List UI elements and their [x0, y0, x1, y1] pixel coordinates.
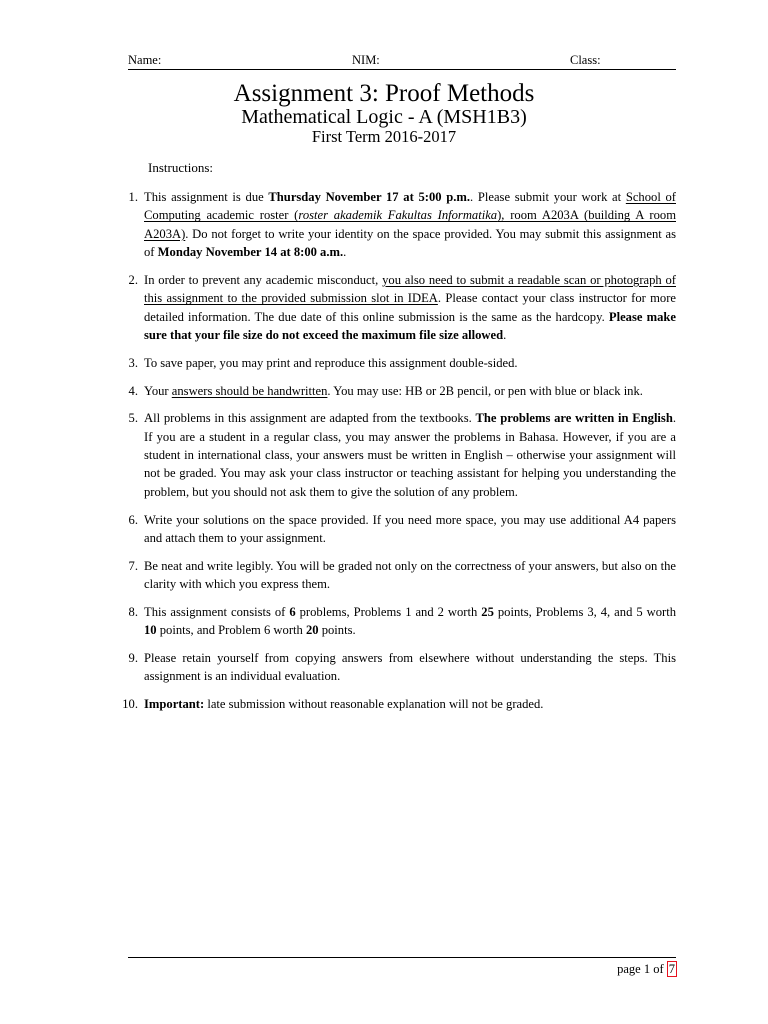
- item-number: 1.: [128, 190, 138, 204]
- item-number: 8.: [128, 604, 138, 619]
- item-text: .: [503, 328, 507, 343]
- name-label: Name:: [128, 53, 162, 67]
- instruction-item: [128, 382, 676, 400]
- item-number: 4.: [128, 383, 138, 398]
- course-title: Mathematical Logic - A (MSH1B3): [241, 106, 527, 128]
- item-number: 10.: [122, 697, 138, 712]
- bold-text: 10: [144, 623, 157, 638]
- bold-text: 25: [481, 604, 494, 619]
- term-title: First Term 2016-2017: [311, 127, 457, 146]
- instructions-label: Instructions:: [148, 160, 213, 175]
- item-number: 6.: [128, 512, 138, 527]
- bold-text: Thursday November 17 at 5:00 p.m.: [268, 190, 471, 204]
- item-text: points.: [318, 623, 356, 638]
- bold-text: Please make sure that your file size do not exceed the maximum file size allowed: [144, 309, 676, 343]
- underlined-text: School of Computing academic roster (: [144, 190, 676, 223]
- instruction-item: [128, 511, 676, 548]
- instruction-item: [122, 695, 676, 713]
- bold-text: 20: [305, 623, 319, 638]
- underlined-text: roster akademik Fakultas Informatika: [298, 208, 498, 223]
- instruction-item: [128, 188, 676, 262]
- item-number: 7.: [128, 558, 138, 573]
- instruction-item: [128, 271, 676, 345]
- item-number: 5.: [128, 411, 138, 426]
- item-text: Write your solutions on the space provided. If you need more space, you may use additional A4 papers and attach them to your assignment.: [144, 512, 676, 545]
- footer-rule: [128, 957, 676, 958]
- instruction-item: [128, 354, 676, 372]
- bold-text: Monday November 14 at 8:00 a.m.: [157, 245, 344, 260]
- identity-header: [128, 51, 676, 70]
- page-indicator-prefix: page 1 of: [617, 962, 667, 976]
- page-footer: [617, 962, 677, 977]
- item-text: . Please contact your class instructor for more detailed information. The due date of this online submission is the same as the hardcopy.: [144, 291, 676, 324]
- total-pages-link[interactable]: 7: [668, 962, 675, 976]
- item-text: This assignment is due: [144, 190, 269, 204]
- item-text: points, and Problem 6 worth: [156, 623, 306, 638]
- instruction-item: [128, 649, 676, 686]
- item-text: Please retain yourself from copying answers from elsewhere without understanding the steps. This assignment is an individual evaluation.: [144, 650, 676, 684]
- item-text: All problems in this assignment are adapted from the textbooks.: [144, 411, 476, 426]
- instructions-list: [122, 188, 677, 723]
- item-text: . Please submit your work at: [470, 190, 626, 204]
- item-text: .: [343, 245, 347, 260]
- item-text: late submission without reasonable explanation will not be graded.: [204, 697, 544, 712]
- item-text: Be neat and write legibly. You will be graded not only on the correctness of your answers, but also on the clarity with which you express them.: [144, 558, 676, 592]
- underlined-text: ), room A203A (building A room A203A): [144, 208, 676, 241]
- class-label: Class:: [570, 53, 601, 67]
- item-number: 2.: [128, 272, 138, 287]
- item-number: 3.: [128, 355, 138, 370]
- instruction-item: [128, 603, 677, 640]
- bold-text: 6: [289, 604, 296, 619]
- item-text: points, Problems 3, 4, and 5 worth: [493, 604, 677, 619]
- instruction-item: [128, 409, 676, 501]
- nim-label: NIM:: [352, 53, 380, 67]
- item-text: . If you are a student in a regular class, you may answer the problems in Bahasa. However, if you are a student in international class, your answers must be written in English – otherwise your assignment will not be graded. You may ask your class instructor or teaching assistant for helping you understanding the problem, but you should not ask them to give the solution of any problem.: [144, 411, 676, 499]
- item-text: In order to prevent any academic misconduct,: [144, 272, 383, 287]
- item-text: Your: [144, 383, 172, 398]
- underlined-text: you also need to submit a readable scan or photograph of this assignment to the provided submission slot in IDEA: [144, 272, 676, 306]
- instruction-item: [128, 557, 676, 594]
- underlined-text: answers should be handwritten: [171, 383, 328, 398]
- assignment-title: Assignment 3: Proof Methods: [233, 80, 535, 107]
- bold-text: Important:: [144, 697, 205, 712]
- item-text: . You may use: HB or 2B pencil, or pen with blue or black ink.: [327, 383, 643, 398]
- bold-text: The problems are written in English: [475, 411, 673, 426]
- item-text: problems, Problems 1 and 2 worth: [295, 604, 482, 619]
- item-number: 9.: [128, 650, 138, 665]
- item-text: To save paper, you may print and reproduce this assignment double-sided.: [144, 355, 518, 370]
- item-text: . Do not forget to write your identity on the space provided. You may submit this assignment as of: [144, 226, 676, 260]
- item-text: This assignment consists of: [144, 604, 290, 619]
